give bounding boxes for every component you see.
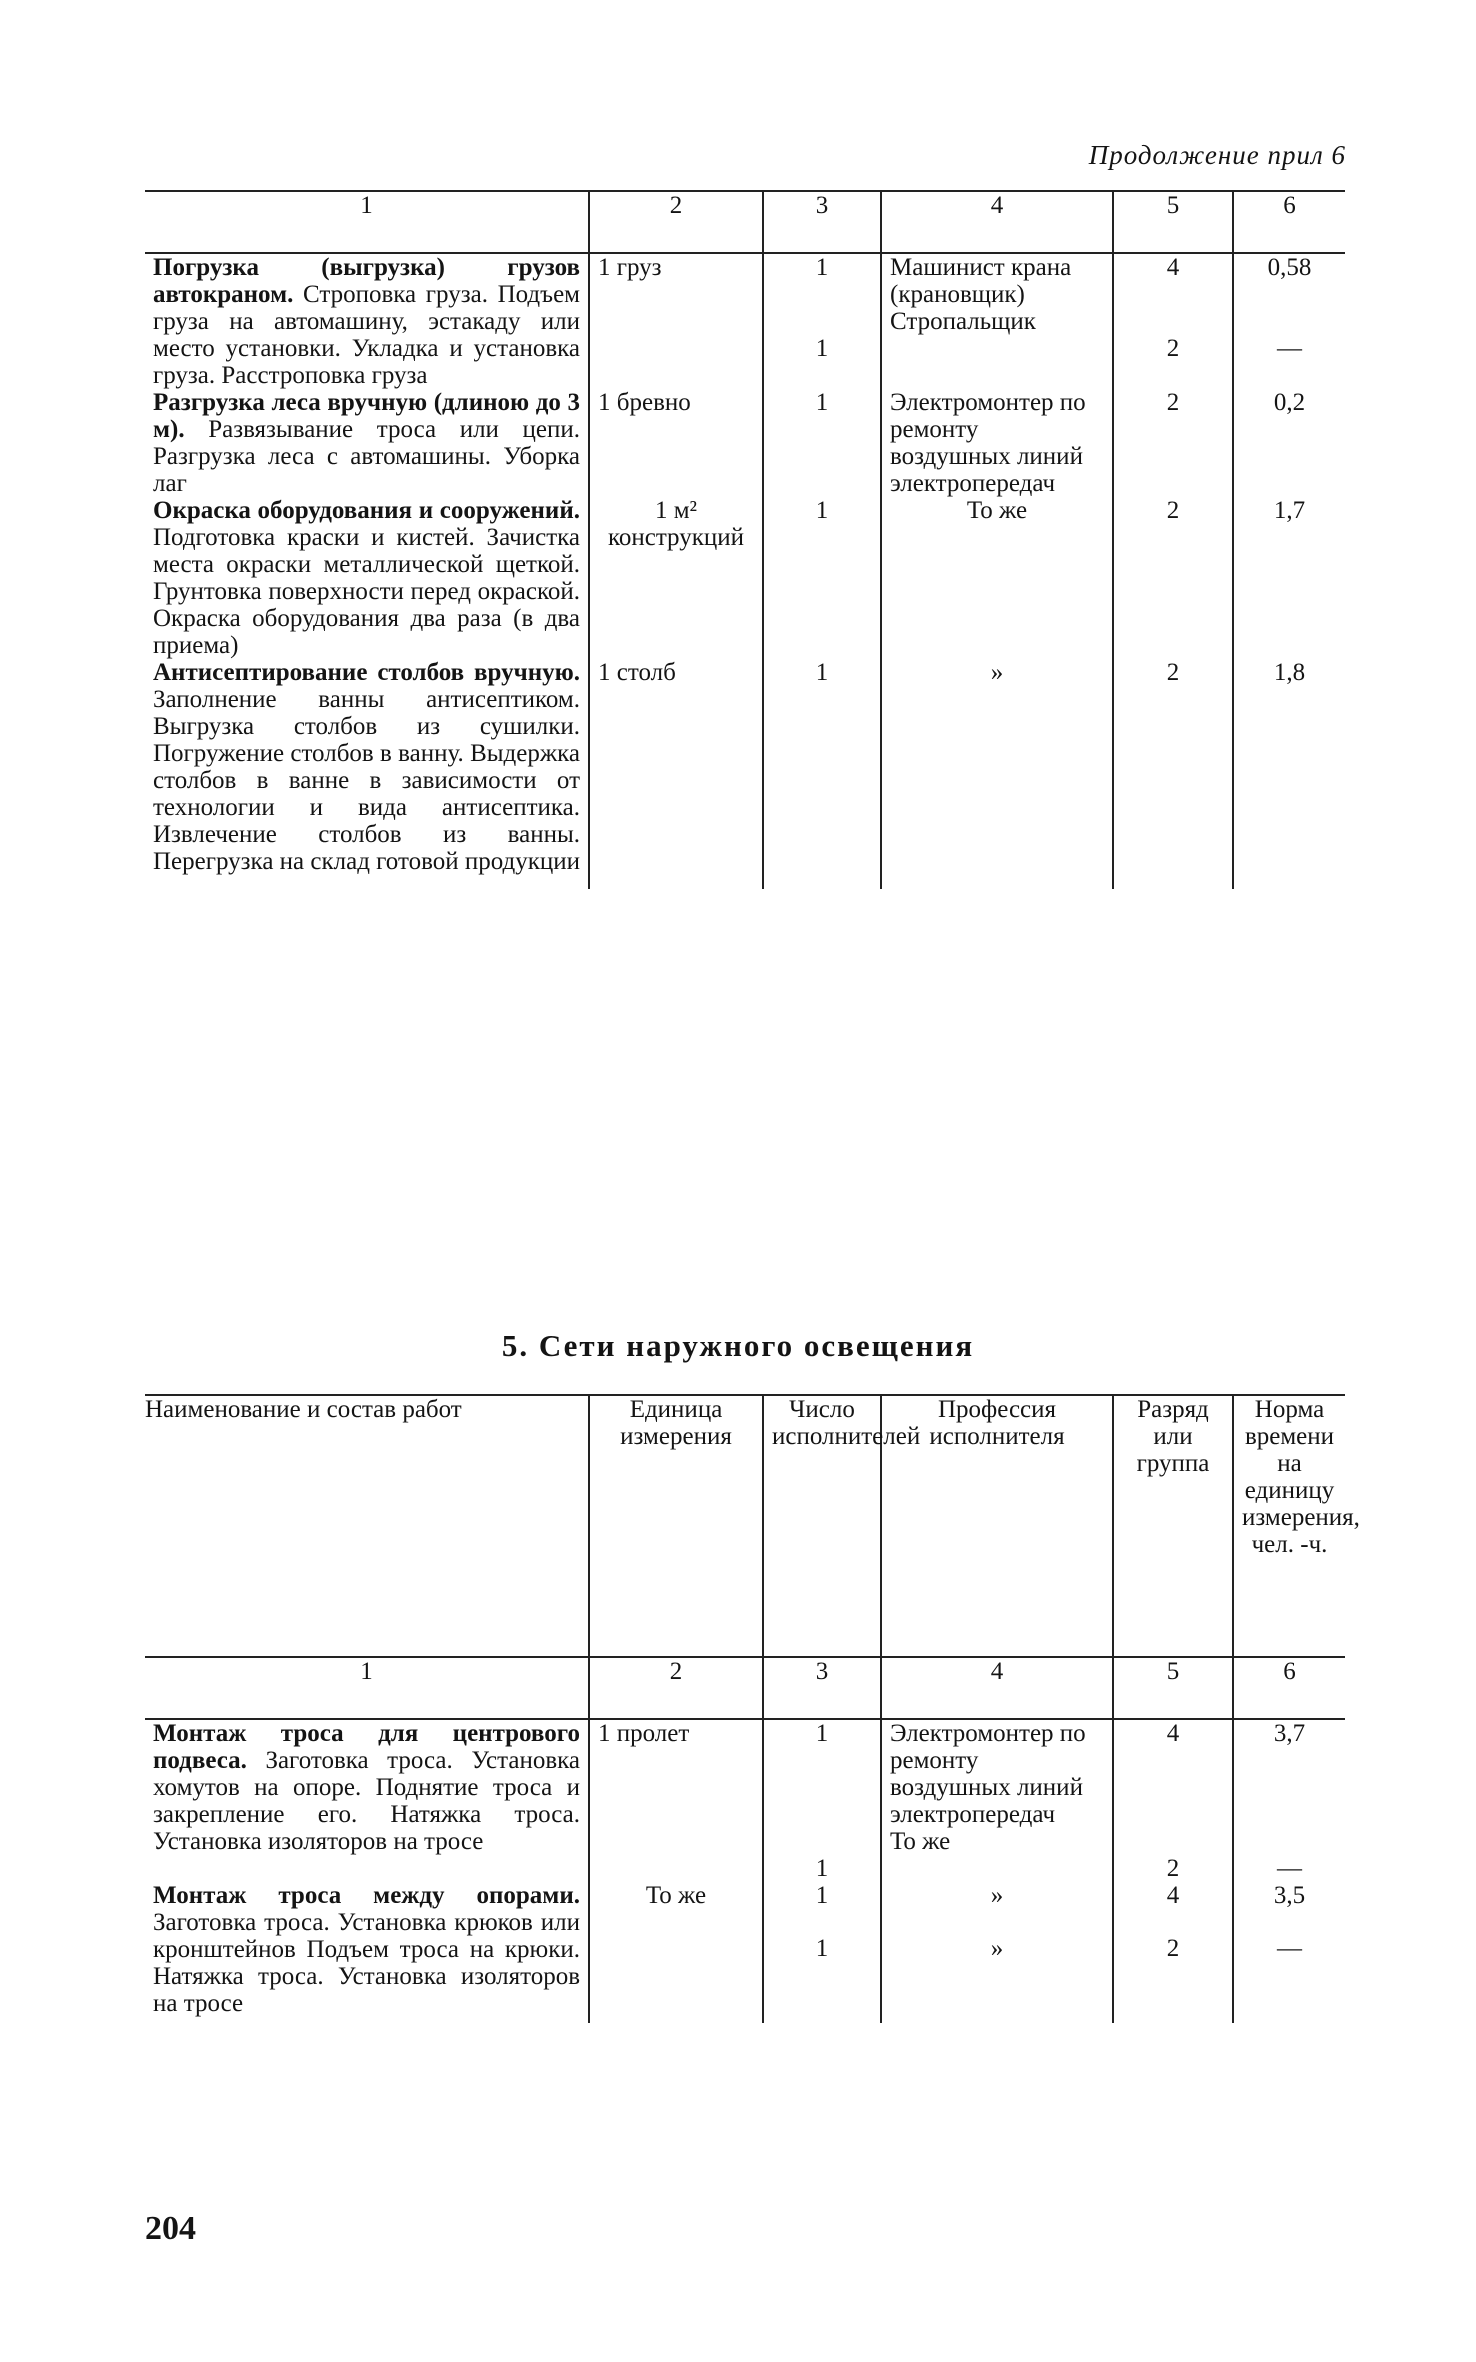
work-description <box>145 497 589 659</box>
workers-value: 1 <box>815 254 829 281</box>
grade-cell <box>1113 1719 1233 1882</box>
profession-cell: Электромонтер по ремонту воздушных линий электропередач <box>881 389 1113 497</box>
continuation-table <box>145 190 1345 889</box>
norm-cell <box>1233 1882 1345 2023</box>
profession-cell <box>881 253 1113 389</box>
work-text: Развязывание троса или цепи. Разгрузка леса с автомашины. Уборка лаг <box>153 416 580 497</box>
workers-cell: 1 <box>763 497 881 659</box>
work-title: Разгрузка леса вручную (длиною до 3 м). <box>153 389 580 443</box>
profession-cell <box>881 1719 1113 1882</box>
norm-cell <box>1233 253 1345 389</box>
outdoor-lighting-table <box>145 1394 1360 2023</box>
work-text: Заготовка троса. Установка крюков или кронштейнов Подъем троса на крюки. Натяжка троса. Установка изоляторов на тросе <box>153 1909 580 2017</box>
column-number-row <box>145 191 1345 253</box>
workers-value: 1 <box>815 1720 829 1747</box>
header-row <box>145 1395 1345 1657</box>
norm-cell <box>1233 1719 1345 1882</box>
column-number: 3 <box>763 1657 881 1719</box>
table-row <box>145 659 1345 889</box>
workers-value: 1 <box>815 1855 829 1882</box>
page-header: Продолжение прил 6 <box>1088 140 1346 170</box>
work-text: Строповка груза. Подъем груза на автомашину, эстакаду или место установки. Укладка и установка груза. Расстроповка груза <box>153 281 580 389</box>
unit-cell: 1 пролет <box>589 1719 763 1882</box>
column-number: 2 <box>589 191 763 253</box>
grade-cell <box>1113 253 1233 389</box>
work-text: Заполнение ванны антисептиком. Выгрузка столбов из сушилки. Погружение столбов в ванну. Выдержка столбов в ванне в зависимости от технологии и вида антисептика. Извлечение столбов из ванны. Перегрузка на склад готовой продукции <box>153 686 580 875</box>
column-number: 1 <box>145 191 589 253</box>
work-text: Заготовка троса. Установка хомутов на опоре. Поднятие троса и закрепление его. Натяжка троса. Установка изоляторов на тросе <box>153 1747 580 1855</box>
norm-value: — <box>1277 1855 1302 1882</box>
table-row <box>145 253 1345 389</box>
norm-cell: 1,7 <box>1273 497 1306 524</box>
column-number: 6 <box>1233 1657 1345 1719</box>
workers-cell: 1 <box>763 659 881 889</box>
profession-value: То же <box>890 1828 951 1855</box>
workers-cell <box>763 253 881 389</box>
table-row <box>145 1719 1345 1882</box>
workers-value: 1 <box>815 1935 829 1962</box>
header-unit: Единица измерения <box>589 1395 763 1657</box>
column-number: 4 <box>881 1657 1113 1719</box>
header-time-norm: Норма времени на единицу измерения, чел. -ч. <box>1233 1395 1345 1657</box>
norm-cell: 1,8 <box>1273 659 1306 686</box>
work-title: Монтаж троса для центрового подвеса. <box>153 1720 580 1774</box>
profession-value: » <box>990 1882 1004 1909</box>
workers-cell <box>763 1882 881 2023</box>
profession-cell <box>881 1882 1113 2023</box>
profession-cell: То же <box>881 497 1113 659</box>
unit-cell: 1 м² конструкций <box>589 497 763 659</box>
work-description <box>145 389 589 497</box>
header-work-name: Наименование и состав работ <box>145 1395 589 1657</box>
column-number: 3 <box>763 191 881 253</box>
profession-value: Электромонтер по ремонту воздушных линий электропередач <box>890 1720 1086 1828</box>
norm-value: 0,58 <box>1267 254 1312 281</box>
header-workers: Число исполнителей <box>763 1395 881 1657</box>
grade-cell: 2 <box>1113 389 1233 497</box>
grade-value: 4 <box>1166 254 1180 281</box>
profession-value: Стропальщик <box>890 308 1036 335</box>
profession-value: » <box>990 1935 1004 1962</box>
work-description <box>145 253 589 389</box>
work-title: Окраска оборудования и сооружений. <box>153 497 580 524</box>
grade-cell: 2 <box>1113 497 1233 659</box>
header-grade: Разряд или группа <box>1113 1395 1233 1657</box>
column-number: 6 <box>1233 191 1345 253</box>
unit-cell: 1 груз <box>589 253 763 389</box>
workers-cell: 1 <box>763 389 881 497</box>
profession-cell: » <box>881 659 1113 889</box>
norm-value: 3,7 <box>1273 1720 1306 1747</box>
workers-value: 1 <box>815 1882 829 1909</box>
norm-value: — <box>1277 335 1302 362</box>
grade-value: 2 <box>1166 1855 1180 1882</box>
column-number: 1 <box>145 1657 589 1719</box>
header-profession: Профессия исполнителя <box>881 1395 1113 1657</box>
unit-cell: То же <box>589 1882 763 2023</box>
grade-value: 4 <box>1166 1882 1180 1909</box>
grade-value: 4 <box>1166 1720 1180 1747</box>
workers-value: 1 <box>815 335 829 362</box>
table-row <box>145 497 1345 659</box>
profession-value: Машинист крана (крановщик) <box>890 254 1072 308</box>
page-number: 204 <box>145 2210 196 2247</box>
grade-cell: 2 <box>1113 659 1233 889</box>
column-number-row <box>145 1657 1345 1719</box>
table-row <box>145 1882 1345 2023</box>
column-number: 4 <box>881 191 1113 253</box>
grade-cell <box>1113 1882 1233 2023</box>
norm-value: 3,5 <box>1273 1882 1306 1909</box>
norm-value: — <box>1277 1935 1302 1962</box>
work-text: Подготовка краски и кистей. Зачистка места окраски металлической щеткой. Грунтовка поверхности перед окраской. Окраска оборудования два раза (в два приема) <box>153 524 580 659</box>
grade-value: 2 <box>1166 335 1180 362</box>
unit-cell: 1 столб <box>589 659 763 889</box>
column-number: 5 <box>1113 191 1233 253</box>
unit-cell: 1 бревно <box>589 389 763 497</box>
column-number: 5 <box>1113 1657 1233 1719</box>
grade-value: 2 <box>1166 1935 1180 1962</box>
work-title: Монтаж троса между опорами. <box>153 1882 580 1909</box>
table-row <box>145 389 1345 497</box>
norm-cell: 0,2 <box>1273 389 1306 416</box>
work-title: Антисептирование столбов вручную. <box>153 659 580 686</box>
work-description <box>145 659 589 889</box>
work-title: Погрузка (выгрузка) грузов автокраном. <box>153 254 580 308</box>
column-number: 2 <box>589 1657 763 1719</box>
work-description <box>145 1882 589 2023</box>
section-title: 5. Сети наружного освещения <box>501 1328 975 1363</box>
workers-cell <box>763 1719 881 1882</box>
work-description <box>145 1719 589 1882</box>
